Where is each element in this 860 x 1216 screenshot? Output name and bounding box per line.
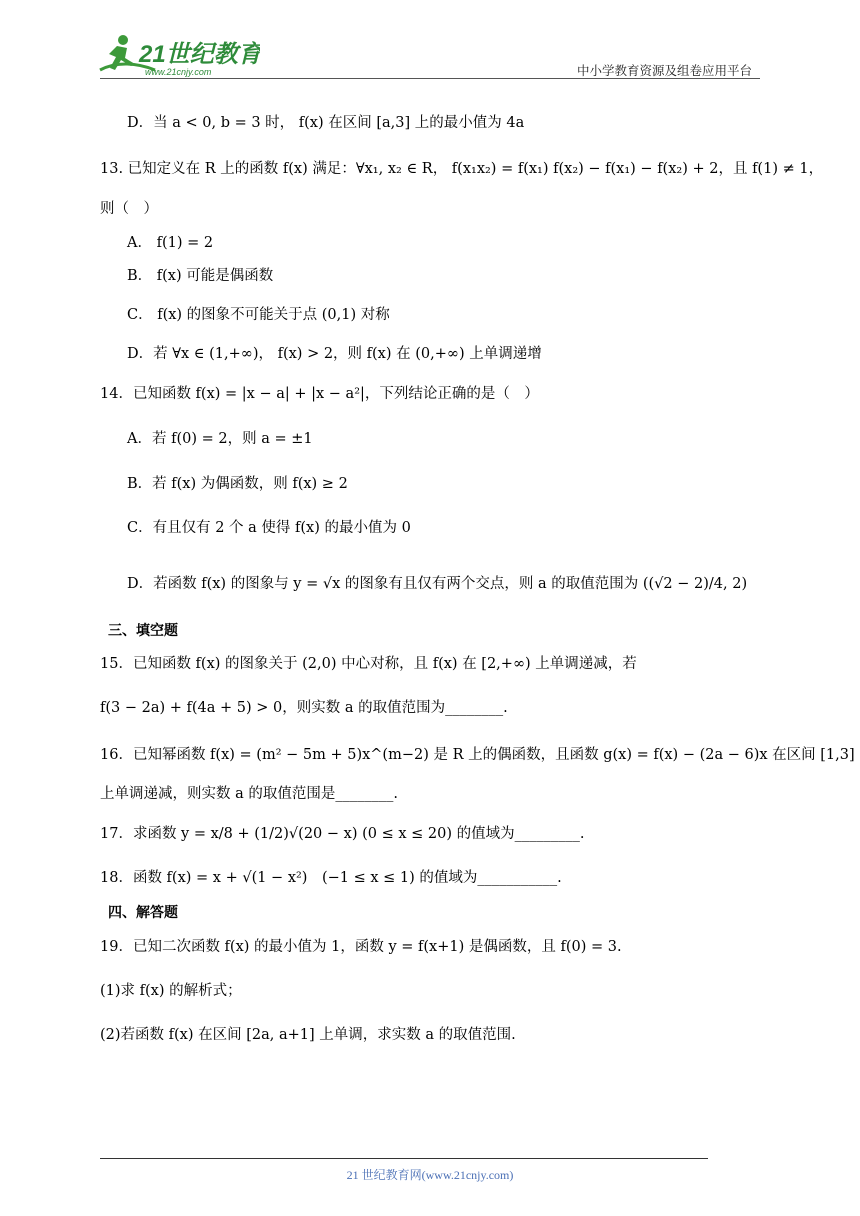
q19-part2: (2)若函数 f(x) 在区间 [2a, a+1] 上单调，求实数 a 的取值范围. xyxy=(100,1027,516,1043)
q16-line1: 16．已知幂函数 f(x) = (m² − 5m + 5)x^(m−2) 是 R 上的偶函数，且函数 g(x) = f(x) − (2a − 6)x 在区间 [1,3] xyxy=(100,747,855,763)
site-logo xyxy=(95,30,260,80)
logo-url: www.21cnjy.com xyxy=(145,67,212,77)
q13-option-a: A． f(1) = 2 xyxy=(127,235,214,251)
q14-option-d: D．若函数 f(x) 的图象与 y = √x 的图象有且仅有两个交点，则 a 的取值范围为 ((√2 − 2)/4, 2) xyxy=(127,576,748,592)
q13-stem: 13. 已知定义在 R 上的函数 f(x) 满足：∀x₁, x₂ ∈ R， f(x₁x₂) = f(x₁) f(x₂) − f(x₁) − f(x₂) + 2，且 f(1) ≠ 1， xyxy=(100,161,824,177)
q13-option-d: D．若 ∀x ∈ (1,+∞)， f(x) > 2，则 f(x) 在 (0,+∞) 上单调递增 xyxy=(127,346,542,362)
header-divider xyxy=(100,78,760,79)
q14-option-a: A．若 f(0) = 2，则 a = ±1 xyxy=(127,431,313,447)
footer-divider xyxy=(100,1158,708,1159)
section-fill-blank: 三、填空题 xyxy=(108,623,178,639)
q14-stem: 14．已知函数 f(x) = |x − a| + |x − a²|，下列结论正确的是（ ） xyxy=(100,386,539,402)
q13-option-c: C． f(x) 的图象不可能关于点 (0,1) 对称 xyxy=(127,307,390,323)
q17: 17．求函数 y = x/8 + (1/2)√(20 − x) (0 ≤ x ≤ 20) 的值域为_________. xyxy=(100,826,585,842)
q14-option-c: C．有且仅有 2 个 a 使得 f(x) 的最小值为 0 xyxy=(127,520,411,536)
q15-line1: 15．已知函数 f(x) 的图象关于 (2,0) 中心对称，且 f(x) 在 [2,+∞) 上单调递减，若 xyxy=(100,656,637,672)
q15-line2: f(3 − 2a) + f(4a + 5) > 0，则实数 a 的取值范围为________. xyxy=(100,700,508,716)
section-answer: 四、解答题 xyxy=(108,905,178,921)
q18: 18．函数 f(x) = x + √(1 − x²) (−1 ≤ x ≤ 1) 的值域为___________. xyxy=(100,870,562,886)
q13-stem-cont: 则（ ） xyxy=(100,201,158,217)
logo-text: 21世纪教育 xyxy=(139,41,260,68)
q19-part1: (1)求 f(x) 的解析式； xyxy=(100,983,242,999)
header-title: 中小学教育资源及组卷应用平台 xyxy=(576,63,752,78)
q19-stem: 19．已知二次函数 f(x) 的最小值为 1，函数 y = f(x+1) 是偶函数，且 f(0) = 3. xyxy=(100,939,622,955)
footer-link[interactable]: 21 世纪教育网(www.21cnjy.com) xyxy=(346,1168,514,1182)
q12-option-d: D．当 a < 0, b = 3 时， f(x) 在区间 [a,3] 上的最小值为 4a xyxy=(127,115,525,131)
q14-option-b: B．若 f(x) 为偶函数，则 f(x) ≥ 2 xyxy=(127,476,348,492)
q13-option-b: B． f(x) 可能是偶函数 xyxy=(127,268,274,284)
q16-line2: 上单调递减，则实数 a 的取值范围是________. xyxy=(100,786,398,802)
